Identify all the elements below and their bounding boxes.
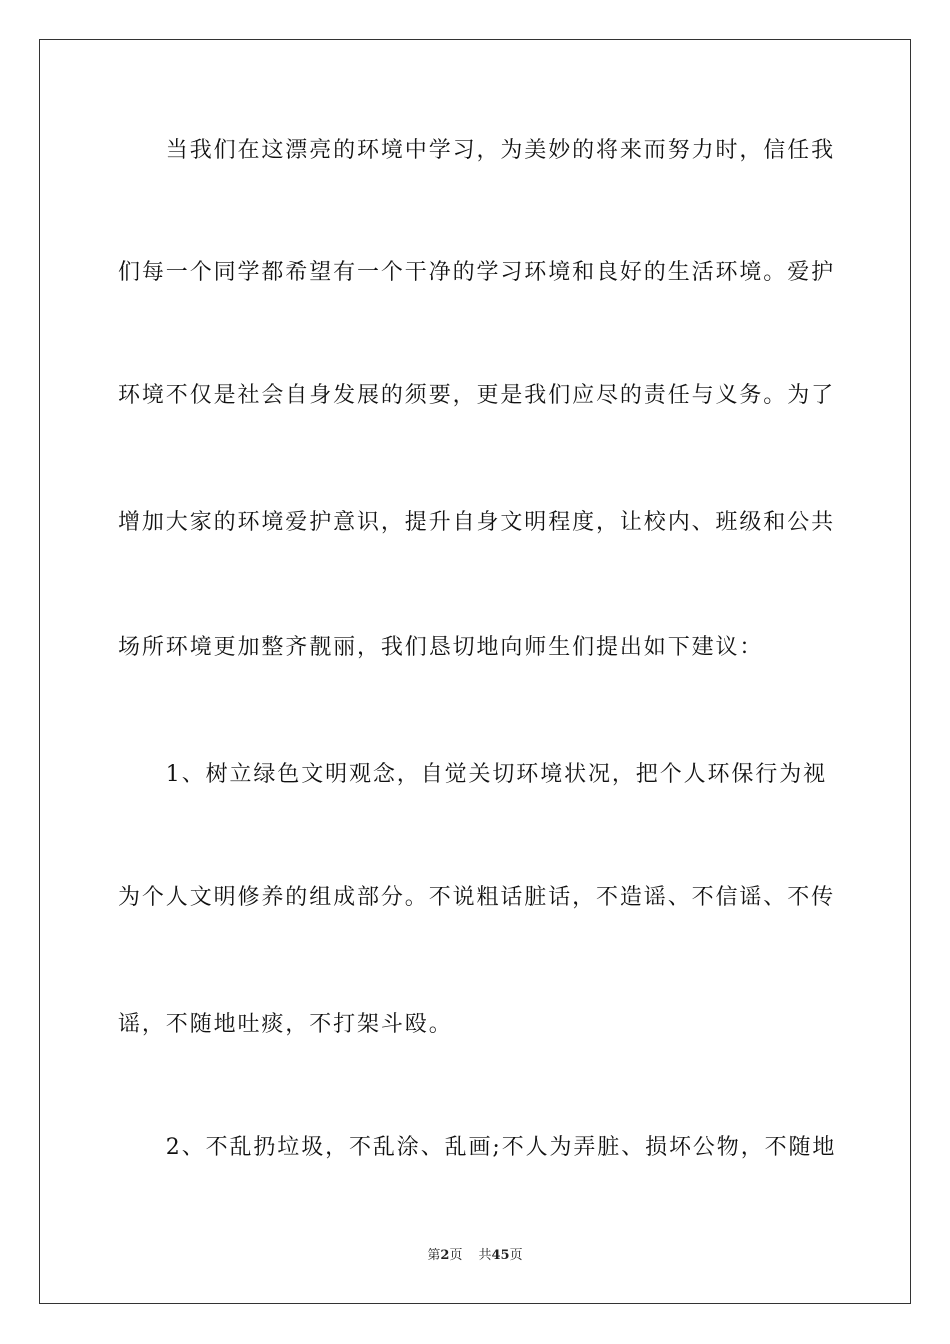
body-text-line: 增加大家的环境爱护意识，提升自身文明程度，让校内、班级和公共 [118,510,836,535]
body-text-line: 1、树立绿色文明观念，自觉关切环境状况，把个人环保行为视 [118,762,827,787]
body-text-line: 为个人文明修养的组成部分。不说粗话脏话，不造谣、不信谣、不传 [118,885,836,910]
body-text-line: 们每一个同学都希望有一个干净的学习环境和良好的生活环境。爱护 [118,260,836,285]
footer-page-number: 2 [440,1248,450,1263]
page-border [39,39,911,1304]
footer-page-suffix: 页 [449,1248,463,1263]
body-text-line: 谣，不随地吐痰，不打架斗殴。 [118,1012,453,1037]
body-text-line: 当我们在这漂亮的环境中学习，为美妙的将来而努力时，信任我 [118,138,836,163]
footer-total-prefix: 共 [478,1248,492,1263]
footer-total-pages: 45 [491,1248,510,1263]
footer-total-suffix: 页 [509,1248,523,1263]
footer-page-prefix: 第 [427,1248,441,1263]
body-text-line: 环境不仅是社会自身发展的须要，更是我们应尽的责任与义务。为了 [118,383,836,408]
body-text-line: 场所环境更加整齐靓丽，我们恳切地向师生们提出如下建议： [118,635,764,660]
body-text-line: 2、不乱扔垃圾，不乱涂、乱画;不人为弄脏、损坏公物，不随地 [118,1135,837,1160]
page-footer [0,1247,950,1265]
